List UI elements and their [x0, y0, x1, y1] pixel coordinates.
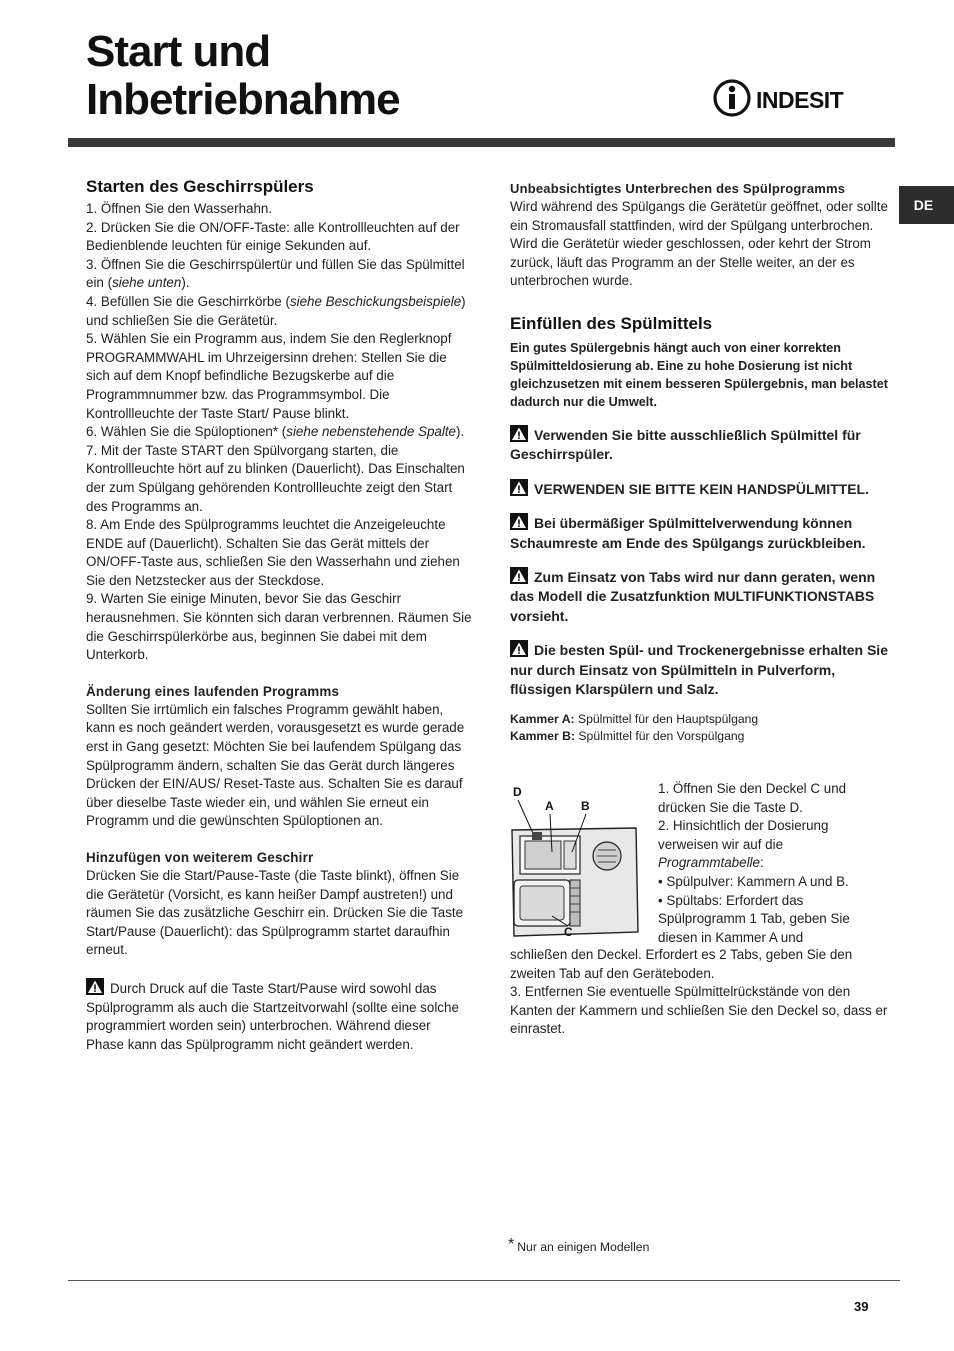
add-dishes-text: Drücken Sie die Start/Pause-Taste (die Taste blinkt), öffnen Sie die Gerätetür (Vorsicht, es kann heißer Dampf austreten!) und räumen Sie das zusätzliche Geschirr ein. Drücken Sie die Taste Start/Pause (Dauerlicht): das Spülprogramm startet daraufhin erneut.: [86, 868, 464, 958]
step-8: 8. Am Ende des Spülprogramms leuchtet die Anzeigeleuchte ENDE auf (Dauerlicht). Schalten Sie das Gerät mittels der ON/OFF-Taste aus, schließen Sie den Wasserhahn und ziehen Sie den Netzstecker aus der Steckdose.: [86, 517, 460, 588]
warning-icon: [510, 425, 528, 442]
detergent-intro: Ein gutes Spülergebnis hängt auch von einer korrekten Spülmitteldosierung ab. Eine zu hohe Dosierung ist nicht gleichzusetzen mit einem besseren Spülergebnis, man belastet dadurch nur die Umwelt.: [510, 340, 888, 409]
diagram-label-d: D: [513, 785, 522, 799]
chamber-b-note: Kammer B: Spülmittel für den Vorspülgang: [510, 729, 745, 744]
bottom-rule: [68, 1280, 900, 1281]
interrupt-heading: Unbeabsichtigtes Unterbrechen des Spülprogramms: [510, 181, 846, 196]
brand-wordmark: INDESIT: [756, 87, 844, 113]
step-3: 3. Öffnen Sie die Geschirrspülertür und füllen Sie das Spülmittel ein (siehe unten).: [86, 256, 465, 291]
dosing-step-1: 1. Öffnen Sie den Deckel C und drücken Sie die Taste D.: [658, 781, 847, 815]
right-column: [510, 180, 890, 745]
warning-no-hand-detergent: VERWENDEN SIE BITTE KEIN HANDSPÜLMITTEL.: [510, 479, 890, 499]
diagram-label-b: B: [581, 799, 590, 813]
warning-best-results: Die besten Spül- und Trockenergebnisse erhalten Sie nur durch Einsatz von Spülmitteln in Pulverform, flüssigen Klarspülern und Salz.: [510, 642, 888, 698]
dosing-steps-full: [510, 946, 890, 1039]
diagram-label-c: C: [564, 925, 573, 939]
dosing-step-2: 2. Hinsichtlich der Dosierung verweisen wir auf die Programmtabelle:: [658, 818, 829, 871]
dosing-bullet-tabs: • Spültabs: Erfordert das Spülprogramm 1 Tab, geben Sie diesen in Kammer A und: [658, 892, 850, 945]
indesit-logo: [712, 78, 872, 120]
start-steps-list: [86, 200, 472, 665]
step-9: 9. Warten Sie einige Minuten, bevor Sie das Geschirr herausnehmen. Sie könnten sich daran verbrennen. Räumen Sie die Geschirrspülerkörbe aus, beginnen Sie dabei mit dem Unterkorb.: [86, 591, 472, 663]
step-5: 5. Wählen Sie ein Programm aus, indem Sie den Reglerknopf PROGRAMMWAHL im Uhrzeigersinn drehen: Stellen Sie die sich auf dem Knopf befindliche Bezugskerbe auf die Programmnummer bzw. das Programmsymbol. Die Kontrollleuchte der Taste Start/ Pause blinkt.: [86, 331, 452, 421]
interrupt-text: Wird während des Spülgangs die Gerätetür geöffnet, oder sollte ein Stromausfall stattfinden, wird der Spülgang unterbrochen. Wird die Gerätetür wieder geschlossen, oder kehrt der Strom zurück, läuft das Programm an der Stelle weiter, an der es unterbrochen wurde.: [510, 199, 888, 289]
page-title-line1: Start und: [86, 27, 271, 76]
dosing-step-3: 3. Entfernen Sie eventuelle Spülmittelrückstände von den Kanten der Kammern und schließen Sie den Deckel so, dass er einrastet.: [510, 984, 888, 1037]
detergent-dispenser-diagram: [508, 780, 646, 940]
change-program-heading: Änderung eines laufenden Programms: [86, 683, 340, 699]
dosing-bullet-powder: • Spülpulver: Kammern A und B.: [658, 873, 849, 889]
step-2: 2. Drücken Sie die ON/OFF-Taste: alle Kontrollleuchten auf der Bedienblende leuchten für einige Sekunden auf.: [86, 219, 460, 254]
chamber-a-note: Kammer A: Spülmittel für den Hauptspülgang: [510, 712, 759, 727]
dosing-steps-side: [658, 780, 890, 947]
step-7: 7. Mit der Taste START den Spülvorgang starten, die Kontrollleuchte hört auf zu blinken (Dauerlicht). Das Einschalten der zum Spülgang gehörenden Kontrollleuchte zeigt den Start des Programms an.: [86, 442, 465, 514]
change-program-text: Sollten Sie irrtümlich ein falsches Programm gewählt haben, kann es noch geändert werden, vorausgesetzt es wurde gerade erst in Gang gesetzt: Möchten Sie bei laufendem Spülgang das Spülprogramm ändern, schalten Sie das Gerät durch längeres Drücken der EIN/AUS/ Reset-Taste aus. Schalten Sie es darauf über dieselbe Taste wieder ein, und wählen Sie erneut ein Programm und die gewünschten Spüloptionen an.: [86, 701, 465, 829]
warning-tabs: Zum Einsatz von Tabs wird nur dann geraten, wenn das Modell die Zusatzfunktion MULTIFUNKTIONSTABS vorsieht.: [510, 569, 876, 624]
detergent-heading: Einfüllen des Spülmittels: [510, 313, 713, 333]
add-dishes-heading: Hinzufügen von weiterem Geschirr: [86, 850, 314, 865]
warning-detergent-only: Verwenden Sie bitte ausschließlich Spülmittel für Geschirrspüler.: [510, 426, 861, 463]
diagram-label-a: A: [545, 799, 554, 813]
warning-icon: [510, 567, 528, 584]
dosing-bullet-tabs-continued: schließen den Deckel. Erfordert es 2 Tabs, geben Sie den zweiten Tab auf den Geräteboden.: [510, 947, 853, 981]
language-tab: DE: [899, 186, 954, 224]
step-4: 4. Befüllen Sie die Geschirrkörbe (siehe Beschickungsbeispiele) und schließen Sie die Gerätetür.: [86, 293, 466, 328]
footnote-mark: *: [508, 1236, 515, 1253]
warning-icon: [510, 479, 528, 496]
page-title-line2: Inbetriebnahme: [86, 75, 400, 124]
footnote: [508, 1236, 649, 1254]
step-1: 1. Öffnen Sie den Wasserhahn.: [86, 201, 273, 216]
warning-excess-foam: Bei übermäßiger Spülmittelverwendung können Schaumreste am Ende des Spülgangs zurückbleiben.: [510, 515, 866, 551]
warning-icon: [510, 640, 528, 657]
section-title-start: Starten des Geschirrspülers: [86, 177, 314, 196]
top-rule: [68, 138, 895, 147]
page-number: 39: [854, 1299, 869, 1314]
warning-icon: [510, 513, 528, 530]
warning-icon: [86, 978, 104, 995]
page-title: [86, 28, 646, 124]
left-column: [86, 176, 472, 1054]
start-pause-warning: Durch Druck auf die Taste Start/Pause wird sowohl das Spülprogramm als auch die Startzeitvorwahl (sollte eine solche programmiert worden sein) unterbrochen. Während dieser Phase kann das Spülprogramm nicht geändert werden.: [86, 978, 472, 1054]
step-6: 6. Wählen Sie die Spüloptionen* (siehe nebenstehende Spalte).: [86, 424, 465, 440]
footnote-text: Nur an einigen Modellen: [517, 1240, 650, 1254]
